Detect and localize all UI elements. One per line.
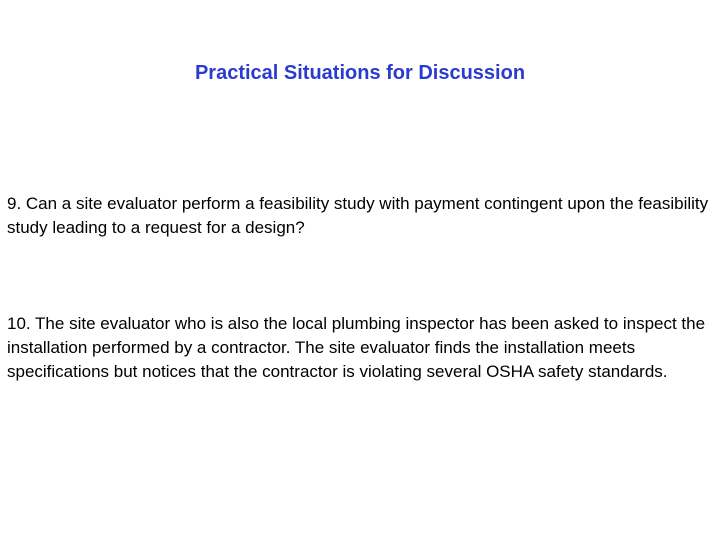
- question-9: 9. Can a site evaluator perform a feasibility study with payment contingent upon the feasibility study leading to a request for a design?: [7, 194, 709, 237]
- slide-title: Practical Situations for Discussion: [194, 62, 526, 84]
- question-10: 10. The site evaluator who is also the local plumbing inspector has been asked to inspect the installation performed by a contractor. The site evaluator finds the installation meets specifications but notices that the contractor is violating several OSHA safety standards.: [7, 314, 706, 381]
